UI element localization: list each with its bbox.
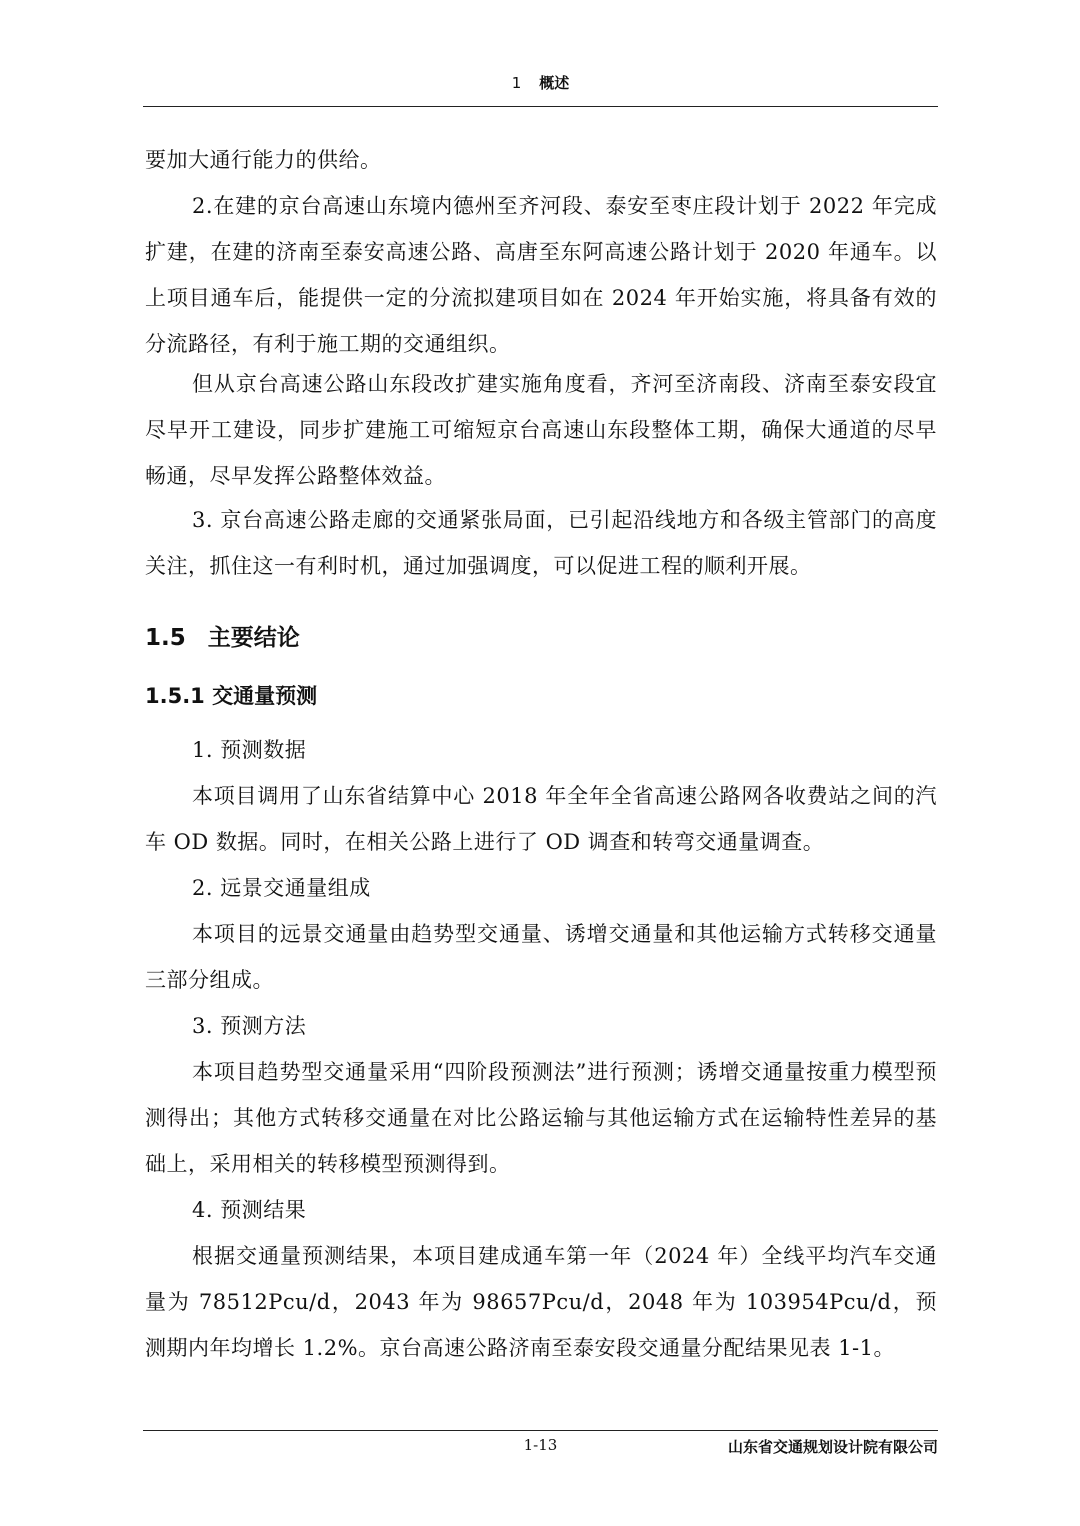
item-4-title: 4. 预测结果	[192, 1198, 307, 1222]
page-header	[143, 66, 938, 107]
section-title: 主要结论	[207, 625, 300, 651]
paragraph-item-2: 2.在建的京台高速山东境内德州至齐河段、泰安至枣庄段计划于 2022 年完成扩建，在建的济南至泰安高速公路、高唐至东阿高速公路计划于 2020 年通车。以上项目通车后，能提供一定的分流拟建项目如在 2024 年开始实施，将具备有效的分流路径，有利于施工期的交通组织。	[145, 194, 937, 356]
item-4-text: 根据交通量预测结果，本项目建成通车第一年（2024 年）全线平均汽车交通量为 78512Pcu/d，2043 年为 98657Pcu/d，2048 年为 103954Pcu/d，预测期内年均增长 1.2%。京台高速公路济南至泰安段交通量分配结果见表 1-1。	[145, 1244, 937, 1360]
item-3-title: 3. 预测方法	[192, 1014, 307, 1038]
page-footer	[143, 1430, 938, 1461]
paragraph-continuation: 要加大通行能力的供给。	[145, 148, 382, 172]
item-2-text: 本项目的远景交通量由趋势型交通量、诱增交通量和其他运输方式转移交通量三部分组成。	[145, 922, 937, 992]
item-1-title: 1. 预测数据	[192, 738, 307, 762]
item-2-title: 2. 远景交通量组成	[192, 876, 371, 900]
item-1-text: 本项目调用了山东省结算中心 2018 年全年全省高速公路网各收费站之间的汽车 OD 数据。同时，在相关公路上进行了 OD 调查和转弯交通量调查。	[145, 784, 937, 854]
paragraph-however: 但从京台高速公路山东段改扩建实施角度看，齐河至济南段、济南至泰安段宜尽早开工建设，同步扩建施工可缩短京台高速山东段整体工期，确保大通道的尽早畅通，尽早发挥公路整体效益。	[145, 372, 937, 488]
company-name: 山东省交通规划设计院有限公司	[727, 1438, 938, 1456]
page-number: 1-13	[523, 1436, 558, 1454]
chapter-title: 概述	[539, 74, 570, 92]
paragraph-item-3: 3. 京台高速公路走廊的交通紧张局面，已引起沿线地方和各级主管部门的高度关注，抓住这一有利时机，通过加强调度，可以促进工程的顺利开展。	[145, 508, 937, 578]
section-number: 1.5	[145, 625, 186, 651]
item-3-text: 本项目趋势型交通量采用“四阶段预测法”进行预测；诱增交通量按重力模型预测得出；其他方式转移交通量在对比公路运输与其他运输方式在运输特性差异的基础上，采用相关的转移模型预测得到。	[145, 1060, 937, 1176]
section-heading	[145, 619, 300, 652]
subsection-heading: 1.5.1 交通量预测	[145, 684, 318, 708]
chapter-number: 1	[511, 74, 522, 92]
